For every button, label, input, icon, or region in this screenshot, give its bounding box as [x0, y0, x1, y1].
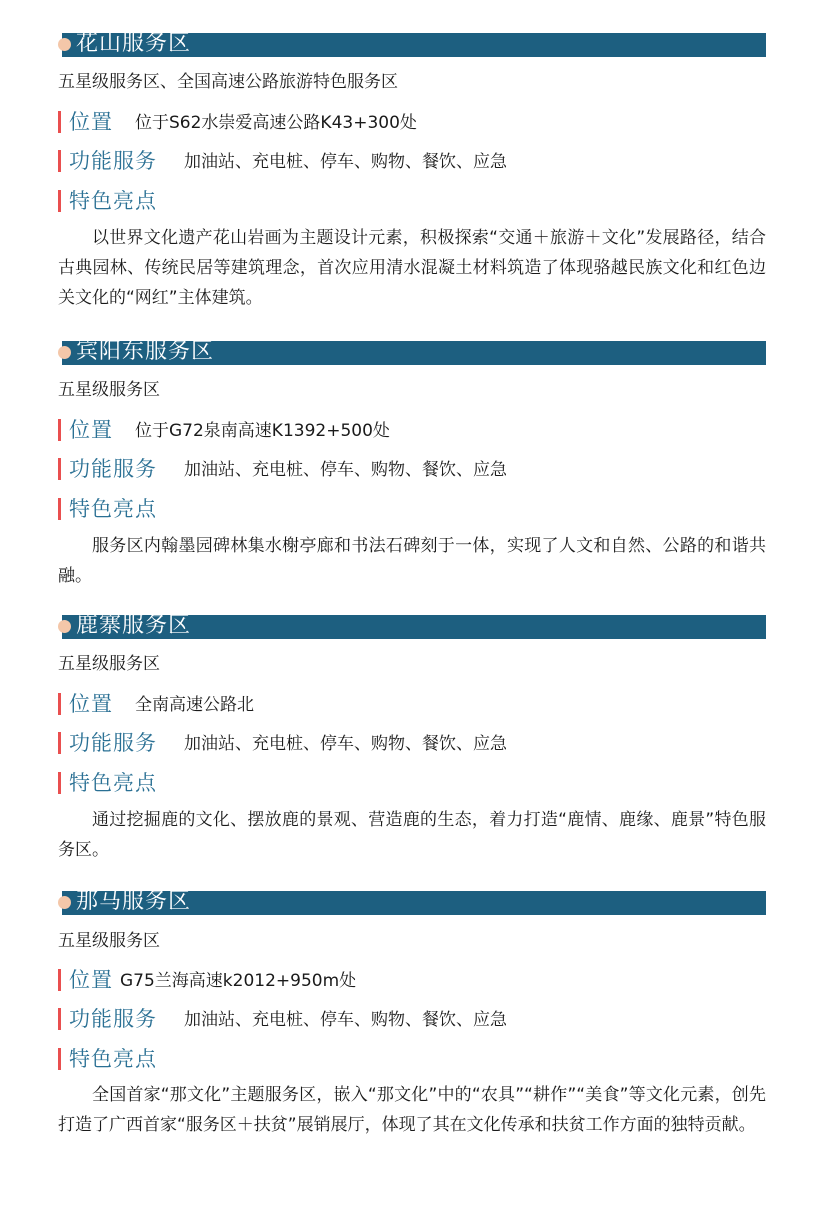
services-value: 加油站、充电桩、停车、购物、餐饮、应急 [184, 734, 507, 754]
label-marker [58, 693, 61, 715]
label-marker [58, 458, 61, 480]
services-label: 功能服务 [69, 457, 157, 481]
label-marker [58, 150, 61, 172]
label-marker [58, 419, 61, 441]
section-grade: 五星级服务区 [58, 931, 160, 951]
section-title: 宾阳东服务区 [76, 339, 215, 364]
location-label: 位置 [69, 968, 113, 992]
section-grade: 五星级服务区、全国高速公路旅游特色服务区 [58, 72, 398, 92]
section-title: 花山服务区 [76, 31, 192, 56]
label-marker [58, 1008, 61, 1030]
label-marker [58, 498, 61, 520]
label-marker [58, 732, 61, 754]
location-label: 位置 [69, 418, 113, 442]
section-title: 鹿寨服务区 [76, 613, 192, 638]
section-grade: 五星级服务区 [58, 654, 160, 674]
highlights-text: 以世界文化遗产花山岩画为主题设计元素，积极探索“交通＋旅游＋文化”发展路径，结合古典园林、传统民居等建筑理念，首次应用清水混凝土材料筑造了体现骆越民族文化和红色边关文化的“网红”主体建筑。 [58, 228, 766, 308]
highlights-label: 特色亮点 [69, 771, 157, 795]
highlights-text: 通过挖掘鹿的文化、摆放鹿的景观、营造鹿的生态，着力打造“鹿情、鹿缘、鹿景”特色服务区。 [58, 810, 766, 860]
title-bullet-dot [58, 346, 71, 359]
section-grade: 五星级服务区 [58, 380, 160, 400]
title-bullet-dot [58, 38, 71, 51]
highlights-label: 特色亮点 [69, 189, 157, 213]
location-value: 位于G72泉南高速K1392+500处 [135, 421, 390, 441]
services-value: 加油站、充电桩、停车、购物、餐饮、应急 [184, 152, 507, 172]
highlights-label: 特色亮点 [69, 1047, 157, 1071]
label-marker [58, 111, 61, 133]
location-label: 位置 [69, 692, 113, 716]
title-bullet-dot [58, 896, 71, 909]
location-value: 位于S62水崇爱高速公路K43+300处 [135, 113, 417, 133]
highlights-text: 全国首家“那文化”主题服务区，嵌入“那文化”中的“农具”“耕作”“美食”等文化元素，创先打造了广西首家“服务区＋扶贫”展销展厅，体现了其在文化传承和扶贫工作方面的独特贡献。 [58, 1085, 766, 1135]
services-label: 功能服务 [69, 731, 157, 755]
label-marker [58, 190, 61, 212]
location-value: 全南高速公路北 [135, 695, 254, 715]
highlights-label: 特色亮点 [69, 497, 157, 521]
label-marker [58, 969, 61, 991]
location-label: 位置 [69, 110, 113, 134]
location-value: G75兰海高速k2012+950m处 [120, 971, 357, 991]
services-label: 功能服务 [69, 1007, 157, 1031]
services-label: 功能服务 [69, 149, 157, 173]
title-bullet-dot [58, 620, 71, 633]
services-value: 加油站、充电桩、停车、购物、餐饮、应急 [184, 460, 507, 480]
services-value: 加油站、充电桩、停车、购物、餐饮、应急 [184, 1010, 507, 1030]
highlights-text: 服务区内翰墨园碑林集水榭亭廊和书法石碑刻于一体，实现了人文和自然、公路的和谐共融。 [58, 536, 766, 586]
label-marker [58, 772, 61, 794]
label-marker [58, 1048, 61, 1070]
section-title: 那马服务区 [76, 889, 192, 914]
